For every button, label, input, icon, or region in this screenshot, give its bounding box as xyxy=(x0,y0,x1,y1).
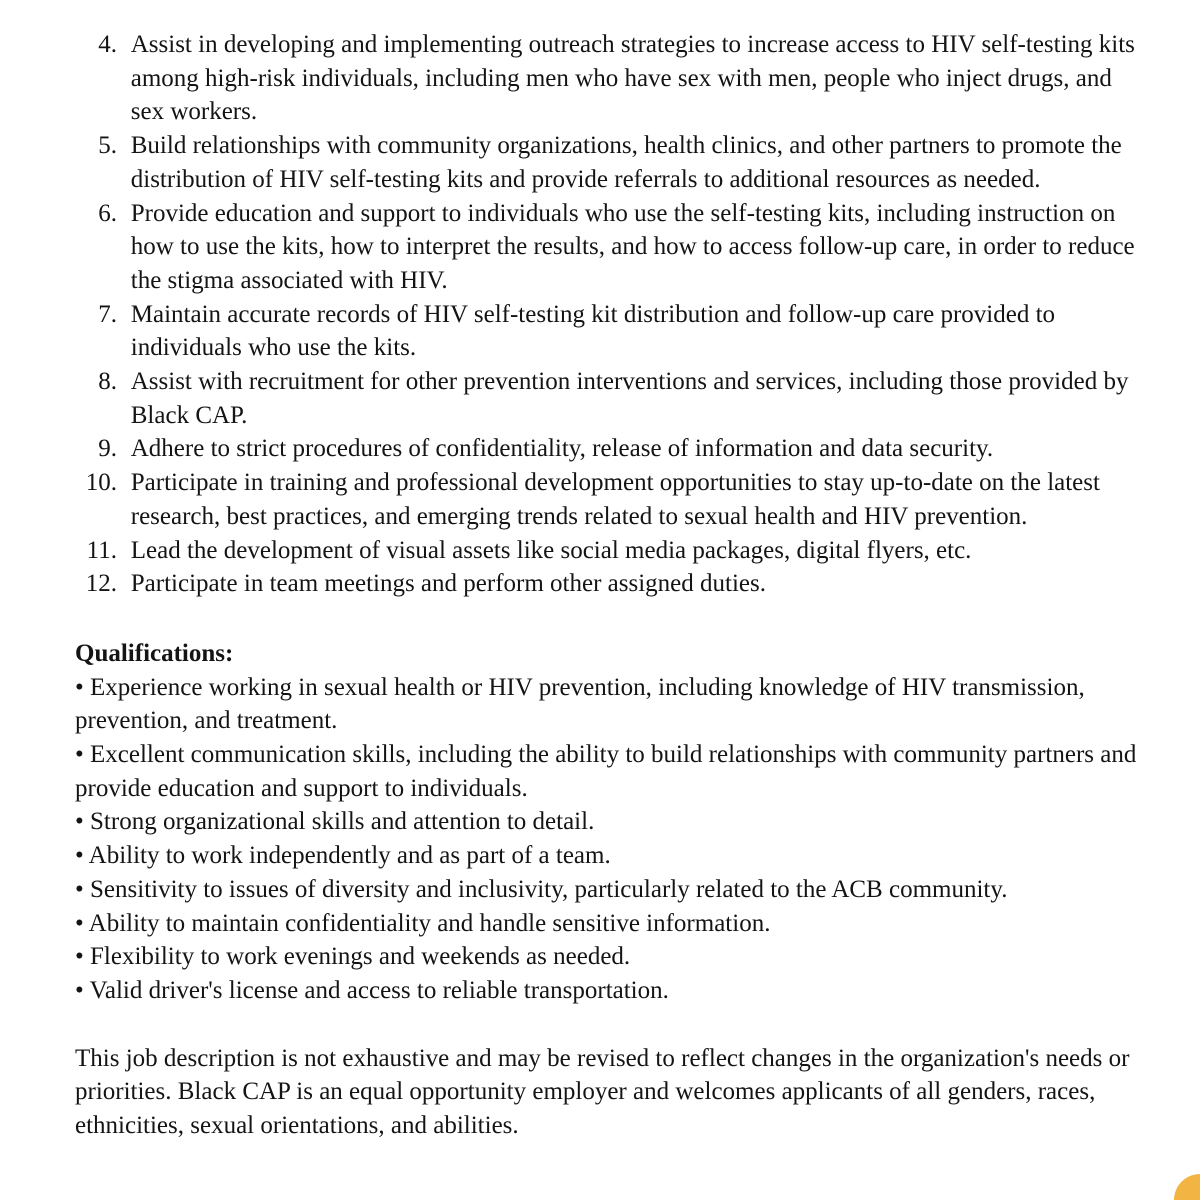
bullet-icon: • xyxy=(75,842,84,870)
bullet-icon: • xyxy=(75,875,84,903)
duty-number: 9. xyxy=(98,435,117,463)
qualification-item xyxy=(75,671,1140,738)
duty-number: 5. xyxy=(98,132,117,160)
qualification-item xyxy=(75,907,1140,941)
duty-item xyxy=(75,432,1140,466)
duties-list xyxy=(75,28,1140,601)
qualification-text: Excellent communication skills, including the ability to build relationships with community partners and provide education and support to individuals. xyxy=(75,741,1137,802)
bullet-icon: • xyxy=(75,741,84,769)
corner-accent-shape xyxy=(1174,1174,1200,1200)
qualification-text: Experience working in sexual health or HIV prevention, including knowledge of HIV transmission, prevention, and treatment. xyxy=(75,673,1085,735)
qualification-item xyxy=(75,873,1140,907)
closing-paragraph: This job description is not exhaustive and may be revised to reflect changes in the organization's needs or priorities. Black CAP is an equal opportunity employer and welcomes applicants of all genders, races, ethnicities, sexual orientations, and abilities. xyxy=(75,1044,1130,1140)
bullet-icon: • xyxy=(75,976,84,1004)
qualification-text: Strong organizational skills and attention to detail. xyxy=(90,808,595,836)
duty-number: 4. xyxy=(98,31,117,58)
bullet-icon: • xyxy=(75,943,84,971)
qualifications-heading: Qualifications: xyxy=(75,639,234,667)
bullet-icon: • xyxy=(75,673,84,701)
qualification-text: Ability to maintain confidentiality and handle sensitive information. xyxy=(88,909,771,937)
qualification-text: Flexibility to work evenings and weekends as needed. xyxy=(90,943,631,971)
qualification-item xyxy=(75,805,1140,839)
duty-text: Assist in developing and implementing outreach strategies to increase access to HIV self-testing kits among high-risk individuals, including men who have sex with men, people who inject drugs, and sex workers. xyxy=(130,31,1135,126)
duty-number: 6. xyxy=(98,199,117,227)
duty-item xyxy=(75,298,1140,365)
qualification-item xyxy=(75,940,1140,974)
qualification-item xyxy=(75,839,1140,873)
duty-text: Build relationships with community organizations, health clinics, and other partners to promote the distribution of HIV self-testing kits and provide referrals to additional resources as needed. xyxy=(130,132,1122,193)
duty-text: Provide education and support to individuals who use the self-testing kits, including instruction on how to use the kits, how to interpret the results, and how to access follow-up care, in order to reduce the stigma associated with HIV. xyxy=(130,199,1135,294)
duty-item xyxy=(75,534,1140,568)
duty-text: Adhere to strict procedures of confidentiality, release of information and data security. xyxy=(130,435,994,463)
duty-number: 11. xyxy=(86,536,117,564)
duty-item xyxy=(75,567,1140,601)
duty-item xyxy=(75,28,1140,129)
qualifications-list xyxy=(75,671,1140,1008)
duty-number: 10. xyxy=(85,469,117,497)
duty-text: Assist with recruitment for other prevention interventions and services, including those provided by Black CAP. xyxy=(130,368,1129,429)
qualification-item xyxy=(75,974,1140,1008)
duty-text: Lead the development of visual assets like social media packages, digital flyers, etc. xyxy=(130,536,972,564)
qualification-text: Ability to work independently and as part of a team. xyxy=(88,842,611,870)
duty-item xyxy=(75,365,1140,432)
duty-number: 7. xyxy=(98,300,117,328)
duty-text: Maintain accurate records of HIV self-testing kit distribution and follow-up care provided to individuals who use the kits. xyxy=(130,300,1056,362)
duty-item xyxy=(75,197,1140,298)
duty-number: 8. xyxy=(98,368,117,396)
duty-number: 12. xyxy=(85,570,117,598)
qualification-text: Valid driver's license and access to reliable transportation. xyxy=(89,976,669,1004)
duty-item xyxy=(75,129,1140,196)
qualification-item xyxy=(75,738,1140,805)
bullet-icon: • xyxy=(75,808,84,836)
qualification-text: Sensitivity to issues of diversity and inclusivity, particularly related to the ACB community. xyxy=(90,875,1008,903)
duty-text: Participate in team meetings and perform other assigned duties. xyxy=(130,570,766,598)
duty-item xyxy=(75,466,1140,533)
duty-text: Participate in training and professional development opportunities to stay up-to-date on the latest research, best practices, and emerging trends related to sexual health and HIV prevention. xyxy=(130,469,1100,530)
section-spacer xyxy=(75,601,1140,637)
bullet-icon: • xyxy=(75,909,84,937)
